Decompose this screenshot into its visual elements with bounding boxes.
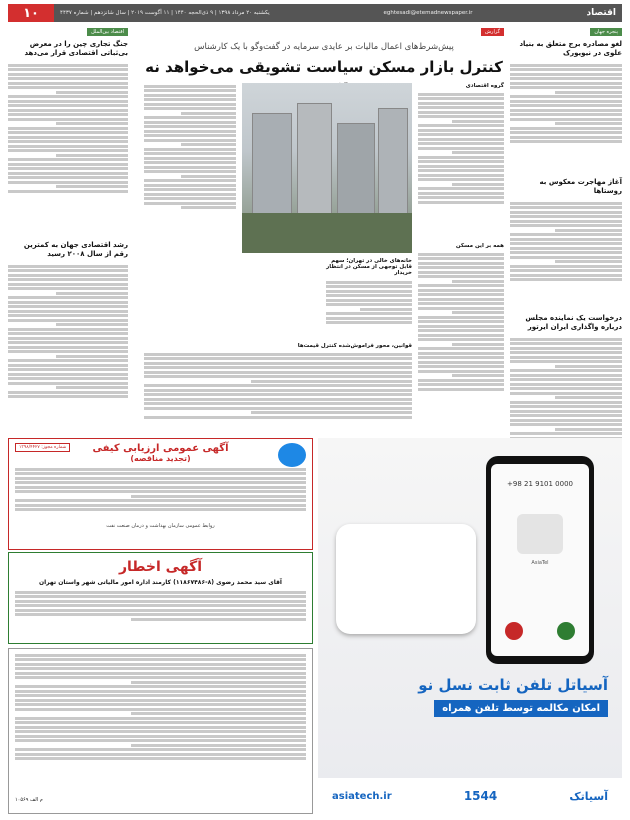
story-body	[418, 91, 504, 241]
email: eghtesadi@etemadnewspaper.ir	[383, 10, 473, 16]
phone-image	[486, 456, 594, 664]
story-body	[8, 263, 128, 443]
story-title: آغاز مهاجرت معکوس به روستاها	[539, 178, 622, 195]
story-title: جنگ تجاری چین را در معرض بی‌ثباتی اقتصادی قرار می‌دهد	[24, 40, 128, 57]
oil-logo-icon	[278, 443, 306, 467]
hotline: 1544	[463, 789, 498, 803]
section-title: اقتصاد	[586, 8, 616, 18]
ad-footer: روابط عمومی سازمان بهداشت و درمان صنعت نفت	[106, 523, 215, 529]
column-tab: اقتصاد بین‌الملل	[87, 28, 128, 36]
dateline: یکشنبه ۲۰ مرداد ۱۳۹۸ | ۹ ذی‌الحجه ۱۴۴۰ | ۱۱ آگوست ۲۰۱۹ | سال شانزدهم | شماره ۴۴۳۷	[60, 10, 270, 16]
story-body	[510, 62, 622, 174]
story-headline: کنترل بازار مسکن سیاست تشویقی می‌خواهد نه	[145, 58, 503, 76]
answer-call-icon	[557, 622, 575, 640]
page-number: ۱۰	[8, 4, 54, 22]
page-header	[8, 4, 622, 22]
tender-ad	[8, 438, 313, 550]
story-title: درخواست یک نماینده مجلس درباره واگذاری ایران ایرتور	[525, 314, 622, 331]
story-title: لغو مصادره برج متعلق به بنیاد علوی در نیویورک	[519, 40, 622, 57]
ad-slogan-2: امکان مکالمه توسط تلفن همراه	[434, 700, 608, 717]
warning-ad	[8, 552, 313, 644]
story-body	[418, 251, 504, 441]
story-body	[510, 200, 622, 310]
asiatel-device-icon	[517, 514, 563, 554]
ad-title: آگهی اخطار	[118, 559, 203, 575]
story-tab: گزارش	[481, 28, 504, 36]
ad-body	[9, 463, 312, 523]
ad-subtitle: (تجدید مناقصه)	[130, 454, 191, 463]
website: asiatech.ir	[332, 790, 392, 802]
photo-caption: خانه‌های خالی در تهران؛ سهم قابل توجهی از مسکن در انتظار خریدار	[326, 258, 412, 276]
photo-buildings	[242, 83, 412, 253]
ad-line: آقای سید محمد رضوی (۸-۱۱۸۶۷۴۸۶) کارمند اداره امور مالیاتی شهر واستان تهران	[38, 579, 282, 586]
main-story	[144, 28, 504, 436]
story-col	[418, 83, 504, 441]
notice-body	[9, 649, 312, 797]
ad-footer	[318, 778, 622, 814]
story-body	[144, 83, 236, 253]
legal-notices	[8, 648, 313, 814]
story-kicker: پیش‌شرط‌های اعمال مالیات بر عایدی سرمایه در گفت‌وگو با یک کارشناس	[194, 42, 454, 52]
story-body	[326, 279, 412, 339]
device-label: AsiaTel	[531, 560, 549, 566]
ad-body	[9, 586, 312, 628]
phone-screen	[491, 464, 589, 656]
story-lower	[144, 258, 412, 441]
left-column	[8, 28, 128, 436]
column-tab: پنجره جهان	[590, 28, 622, 36]
subhead: همه بر این مسکن	[455, 243, 504, 249]
story-col	[144, 83, 236, 253]
end-call-icon	[505, 622, 523, 640]
desk-phone-image	[336, 524, 476, 634]
story-body	[8, 62, 128, 237]
story-title: رشد اقتصادی جهان به کمترین رقم از سال ۲۰۰۸ رسید	[23, 241, 128, 258]
ad-slogan-1: آسیاتل تلفن ثابت نسل نو	[418, 676, 608, 694]
ad-stamp: شماره مجوز: ۱۳۹۸/۴۴۲۷	[15, 443, 70, 452]
asiatech-ad	[318, 438, 622, 814]
notice-code: م الف ۱۰۵۶۹	[15, 797, 43, 803]
header-bar	[54, 4, 622, 22]
subhead: قوانین، محور فراموش‌شده کنترل قیمت‌ها	[297, 343, 412, 349]
brand-logo: آسیاتک	[569, 789, 608, 803]
call-number: +98 21 9101 0000	[507, 480, 573, 488]
byline: گروه اقتصادی	[465, 83, 504, 89]
story-body	[144, 351, 412, 441]
ad-title: آگهی عمومی ارزیابی کیفی	[92, 443, 229, 454]
